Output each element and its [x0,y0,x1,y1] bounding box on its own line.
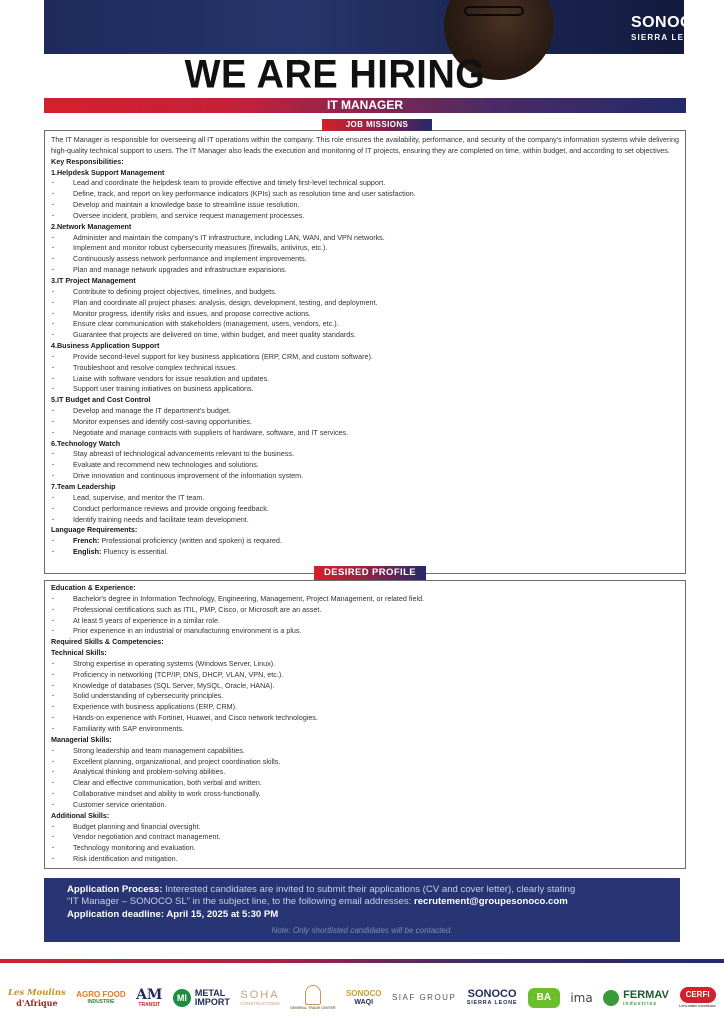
ba-badge-icon: BA [528,988,560,1008]
list-item [51,536,679,547]
soha-line-1: SOHA [240,988,280,1001]
ba-logo [528,988,560,1008]
responsibility-list [51,352,679,395]
waqi-line-2: WAQI [354,999,374,1006]
list-item: · Provide second-level support for key business applications (ERP, CRM, and custom software). [51,352,679,363]
list-item: · Ensure clear communication with stakeholders (management, users, vendors, etc.). [51,319,679,330]
responsibility-group-title: 4.Business Application Support [51,341,160,351]
list-item: · Prior experience in an industrial or manufacturing environment is a plus. [51,626,679,637]
header-banner [44,0,706,54]
am-line-1: AM [136,987,163,1003]
responsibility-groups [51,168,679,526]
responsibility-group-title: 1.Helpdesk Support Management [51,167,165,177]
language-heading: Language Requirements: [51,525,138,535]
list-item: · Plan and manage network upgrades and infrastructure expansions. [51,265,679,276]
sonoco-logo [618,14,718,42]
list-item: · Identify training needs and facilitate team development. [51,515,679,526]
trade-center-text: GENERAL TRADE CENTER [290,1006,336,1011]
language-text: Professional proficiency (written and spoken) is required. [99,536,282,546]
additional-list [51,822,679,865]
role-title: IT MANAGER [44,98,686,113]
responsibility-list [51,493,679,526]
list-item: · Stay abreast of technological advancements relevant to the business. [51,449,679,460]
application-label: Application Process: [67,884,163,895]
list-item: · Strong leadership and team management capabilities. [51,746,679,757]
ima-text: ima [570,991,593,1005]
page-title: WE ARE HIRING [184,52,486,98]
key-responsibilities-heading: Key Responsibilities: [51,156,124,166]
list-item: · Contribute to defining project objectives, timelines, and budgets. [51,287,679,298]
language-label: English: [73,547,102,557]
application-text-2: “IT Manager – SONOCO SL” in the subject line, to the following email addresses: [67,896,414,908]
education-list [51,594,679,637]
list-item: · Solid understanding of cybersecurity principles. [51,691,679,702]
cerfi-badge-icon: CERFI [680,987,716,1003]
managerial-heading: Managerial Skills: [51,734,112,744]
job-missions-box [44,130,686,574]
sonoco-sl-line-1: SONOCO [467,988,517,1001]
list-item: · Support user training initiatives on business applications. [51,384,679,395]
waqi-line-1: SONOCO [345,989,382,998]
footer-divider [0,959,724,963]
soha-logo [240,990,279,1007]
responsibility-list [51,406,679,439]
ima-logo [570,992,592,1004]
list-item: · Develop and manage the IT department's budget. [51,406,679,417]
list-item [51,547,679,558]
list-item: · Conduct performance reviews and provide ongoing feedback. [51,504,679,515]
language-label: French: [73,536,100,546]
list-item: · Clear and effective communication, both verbal and written. [51,778,679,789]
list-item: · Knowledge of databases (SQL Server, MySQL, Oracle, HANA). [51,681,679,692]
moulins-line-2: d'Afrique [16,997,58,1008]
list-item: · Define, track, and report on key performance indicators (KPIs) such as resolution time and user satisfaction. [51,189,679,200]
agro-food-logo [76,991,125,1005]
job-missions-tag: JOB MISSIONS [322,119,432,131]
metal-line-2: IMPORT [194,997,230,1007]
list-item: · Lead, supervise, and mentor the IT team. [51,493,679,504]
responsibility-group-title: 6.Technology Watch [51,438,121,448]
glasses-shape [464,6,524,16]
intro-paragraph: The IT Manager is responsible for overseeing all IT operations within the company. This role ensures the availability, performance, and security of the company's information systems while delivering high-quality technical support to users. The IT Manager also leads the execution and monitoring of IT projects, ensuring they are completed on time, within budget, and according to set objectives. [51,135,679,155]
building-icon [305,985,321,1005]
responsibility-list [51,178,679,221]
list-item: · Implement and monitor robust cybersecurity measures (firewalls, antivirus, etc.). [51,243,679,254]
list-item: · Administer and maintain the company's IT infrastructure, including LAN, WAN, and VPN networks. [51,233,679,244]
list-item: · Excellent planning, organizational, and project coordination skills. [51,757,679,768]
soha-line-2: CONSTRUCTIONS [240,1000,280,1006]
fermav-line-2: industries [623,1000,658,1007]
list-item: · Plan and coordinate all project phases: analysis, design, development, testing, and deployment. [51,298,679,309]
technical-heading: Technical Skills: [51,648,107,658]
fermav-line-1: FERMAV [623,988,669,1001]
application-note: Note: Only shortlisted candidates will be contacted. [271,926,453,935]
partner-logos [8,980,716,1016]
am-transit-logo [136,988,162,1008]
list-item: · At least 5 years of experience in a similar role. [51,616,679,627]
list-item: · Bachelor's degree in Information Technology, Engineering, Management, Project Management, or related field. [51,594,679,605]
responsibility-group-title: 2.Network Management [51,221,132,231]
desired-profile-tag: DESIRED PROFILE [314,566,426,580]
list-item: · Continuously assess network performance and implement improvements. [51,254,679,265]
list-item: · Liaise with software vendors for issue resolution and updates. [51,374,679,385]
list-item: · Oversee incident, problem, and service request management processes. [51,211,679,222]
metal-import-logo [173,989,230,1007]
list-item: · Experience with business applications (ERP, CRM). [51,702,679,713]
cerfi-logo [679,987,716,1009]
sonoco-waqi-logo [346,990,382,1006]
language-list [51,536,679,558]
education-heading: Education & Experience: [51,583,136,592]
list-item: · Strong expertise in operating systems (Windows Server, Linux). [51,659,679,670]
responsibility-group-title: 3.IT Project Management [51,275,136,285]
language-text: Fluency is essential. [101,547,169,557]
metal-badge-icon: MI [173,989,191,1007]
list-item: · Proficiency in networking (TCP/IP, DNS, DHCP, VLAN, VPN, etc.). [51,670,679,681]
application-text [67,884,667,909]
responsibility-group-title: 5.IT Budget and Cost Control [51,395,151,405]
list-item: · Professional certifications such as ITIL, PMP, Cisco, or Microsoft are an asset. [51,605,679,616]
siaf-group-logo [392,994,456,1002]
list-item: · Negotiate and manage contracts with suppliers of hardware, software, and IT services. [51,428,679,439]
agro-line-1: AGRO FOOD [76,990,126,999]
list-item: · Risk identification and mitigation. [51,854,679,865]
siaf-text: SIAF GROUP [391,993,457,1002]
list-item: · Troubleshoot and resolve complex technical issues. [51,363,679,374]
technical-list [51,659,679,735]
application-text-1: Interested candidates are invited to submit their applications (CV and cover letter), clearly stating [162,884,576,895]
sonoco-sl-logo [467,989,518,1007]
responsibility-group-title: 7.Team Leadership [51,482,116,491]
application-deadline: Application deadline: April 15, 2025 at 5:30 PM [67,909,279,920]
leaf-icon [603,990,619,1006]
responsibility-list [51,449,679,482]
additional-heading: Additional Skills: [51,810,110,820]
fermav-logo [603,990,669,1007]
moulins-line-1: Les Moulins [8,988,66,999]
sonoco-sl-line-2: SIERRA LEONE [466,1000,518,1007]
desired-profile-box [44,580,686,869]
agro-line-2: INDUSTRIE [87,999,115,1005]
application-email[interactable]: recrutement@groupesonoco.com [413,896,568,908]
metal-line-1: METAL [194,988,226,998]
list-item: · Collaborative mindset and ability to work cross-functionally. [51,789,679,800]
am-line-2: TRANSIT [138,1002,161,1008]
list-item: · Familiarity with SAP environments. [51,724,679,735]
list-item: · Analytical thinking and problem-solving abilities. [51,767,679,778]
logo-sub: SIERRA LEONE [630,33,706,42]
list-item: · Drive innovation and continuous improvement of the information system. [51,471,679,482]
responsibility-list [51,233,679,276]
list-item: · Develop and maintain a knowledge base to streamline issue resolution. [51,200,679,211]
list-item: · Guarantee that projects are delivered on time, within budget, and meet quality standards. [51,330,679,341]
list-item: · Budget planning and financial oversight. [51,822,679,833]
managerial-list [51,746,679,811]
list-item: · Vendor negotiation and contract management. [51,832,679,843]
list-item: · Lead and coordinate the helpdesk team to provide effective and timely first-level technical support. [51,178,679,189]
trade-center-logo [290,985,335,1011]
list-item: · Monitor expenses and identify cost-saving opportunities. [51,417,679,428]
list-item: · Evaluate and recommend new technologies and solutions. [51,460,679,471]
list-item: · Monitor progress, identify risks and issues, and propose corrective actions. [51,309,679,320]
responsibility-list [51,287,679,341]
list-item: · Technology monitoring and evaluation. [51,843,679,854]
logo-name: SONOCO [630,14,706,31]
application-panel [44,878,680,942]
list-item: · Customer service orientation. [51,800,679,811]
cerfi-tagline: Let's make excellence [679,1004,716,1009]
skills-heading: Required Skills & Competencies: [51,637,164,647]
moulins-logo [8,989,66,1007]
list-item: · Hands-on experience with Fortinet, Huawei, and Cisco network technologies. [51,713,679,724]
